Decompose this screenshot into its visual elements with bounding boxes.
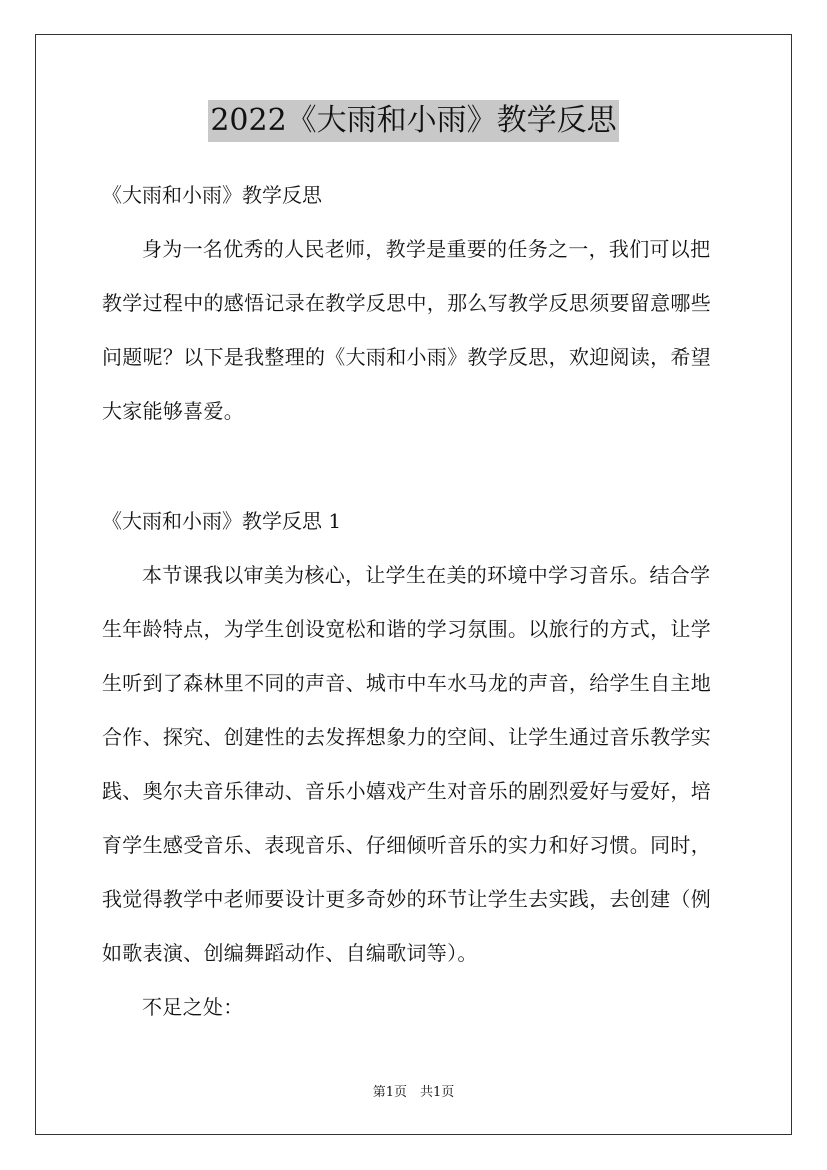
paragraph-line: 生年龄特点，为学生创设宽松和谐的学习氛围。以旅行的方式，让学 — [102, 617, 711, 641]
paragraph-line: 问题呢？以下是我整理的《大雨和小雨》教学反思，欢迎阅读，希望 — [102, 345, 711, 369]
document-title: 2022《大雨和小雨》教学反思 — [208, 100, 618, 142]
paragraph-line: 合作、探究、创建性的去发挥想象力的空间、让学生通过音乐教学实 — [102, 725, 711, 749]
paragraph-line: 生听到了森林里不同的声音、城市中车水马龙的声音，给学生自主地 — [102, 671, 711, 695]
paragraph-line: 育学生感受音乐、表现音乐、仔细倾听音乐的实力和好习惯。同时， — [102, 833, 711, 857]
paragraph-line: 身为一名优秀的人民老师，教学是重要的任务之一，我们可以把 — [142, 237, 711, 261]
spacer — [102, 438, 727, 494]
paragraph-line: 如歌表演、创编舞蹈动作、自编歌词等）。 — [102, 941, 478, 965]
paragraph-line: 大家能够喜爱。 — [102, 399, 245, 423]
paragraph-line: 践、奥尔夫音乐律动、音乐小嬉戏产生对音乐的剧烈爱好与爱好，培 — [102, 779, 711, 803]
intro-paragraph — [102, 222, 727, 438]
paragraph-line: 本节课我以审美为核心，让学生在美的环境中学习音乐。结合学 — [142, 563, 711, 587]
title-container — [0, 100, 827, 142]
paragraph-line: 我觉得教学中老师要设计更多奇妙的环节让学生去实践，去创建（例 — [102, 887, 711, 911]
shortcomings-label: 不足之处： — [142, 995, 244, 1019]
paragraph-line: 教学过程中的感悟记录在教学反思中，那么写教学反思须要留意哪些 — [102, 291, 711, 315]
part1-heading: 《大雨和小雨》教学反思 1 — [102, 509, 342, 533]
document-body — [102, 168, 727, 1034]
part1-paragraph — [102, 548, 727, 980]
section-heading: 《大雨和小雨》教学反思 — [102, 183, 322, 207]
page-footer: 第1页 共1页 — [372, 1085, 455, 1100]
